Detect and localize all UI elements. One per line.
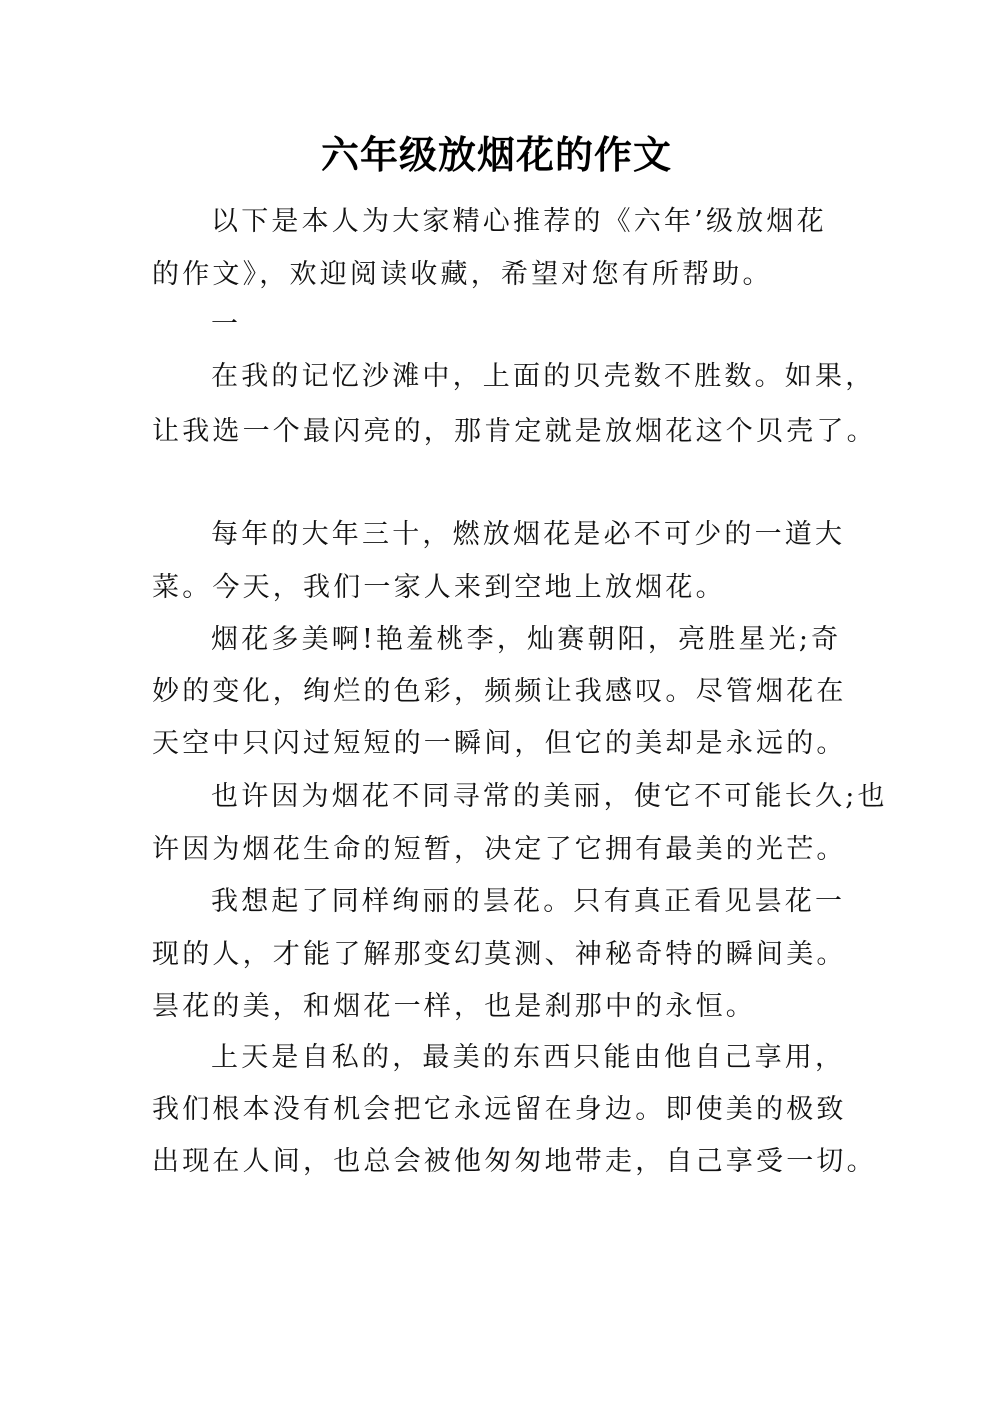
paragraph-3-line-1: 烟花多美啊!艳羞桃李，灿赛朝阳，亮胜星光;奇	[211, 624, 842, 655]
paragraph-6-line-2: 我们根本没有机会把它永远留在身边。即使美的极致	[152, 1094, 847, 1125]
paragraph-3-line-3: 天空中只闪过短短的一瞬间，但它的美却是永远的。	[152, 728, 847, 759]
paragraph-3-line-2: 妙的变化，绚烂的色彩，频频让我感叹。尽管烟花在	[152, 676, 847, 707]
paragraph-1-line-1: 在我的记忆沙滩中，上面的贝壳数不胜数。如果，	[211, 361, 876, 392]
paragraph-4-line-1: 也许因为烟花不同寻常的美丽，使它不可能长久;也	[211, 781, 888, 812]
intro-line-2: 的作文》，欢迎阅读收藏，希望对您有所帮助。	[152, 259, 773, 290]
paragraph-5-line-1: 我想起了同样绚丽的昙花。只有真正看见昙花一	[211, 886, 846, 917]
paragraph-4-line-2: 许因为烟花生命的短暂，决定了它拥有最美的光芒。	[152, 834, 847, 865]
intro-line-1: 以下是本人为大家精心推荐的《六年’级放烟花	[211, 206, 827, 237]
paragraph-6-line-1: 上天是自私的，最美的东西只能由他自己享用，	[211, 1042, 846, 1073]
paragraph-5-line-2: 现的人，才能了解那变幻莫测、神秘奇特的瞬间美。	[152, 939, 847, 970]
paragraph-2-line-2: 菜。今天，我们一家人来到空地上放烟花。	[152, 572, 726, 603]
document-title: 六年级放烟花的作文	[320, 133, 672, 177]
paragraph-1-line-2: 让我选一个最闪亮的，那肯定就是放烟花这个贝壳了。	[152, 416, 877, 447]
paragraph-5-line-3: 昙花的美，和烟花一样，也是刹那中的永恒。	[152, 991, 756, 1022]
paragraph-2-line-1: 每年的大年三十，燃放烟花是必不可少的一道大	[211, 519, 846, 550]
section-number: 一	[211, 309, 242, 340]
paragraph-6-line-3: 出现在人间，也总会被他匆匆地带走，自己享受一切。	[152, 1146, 877, 1177]
